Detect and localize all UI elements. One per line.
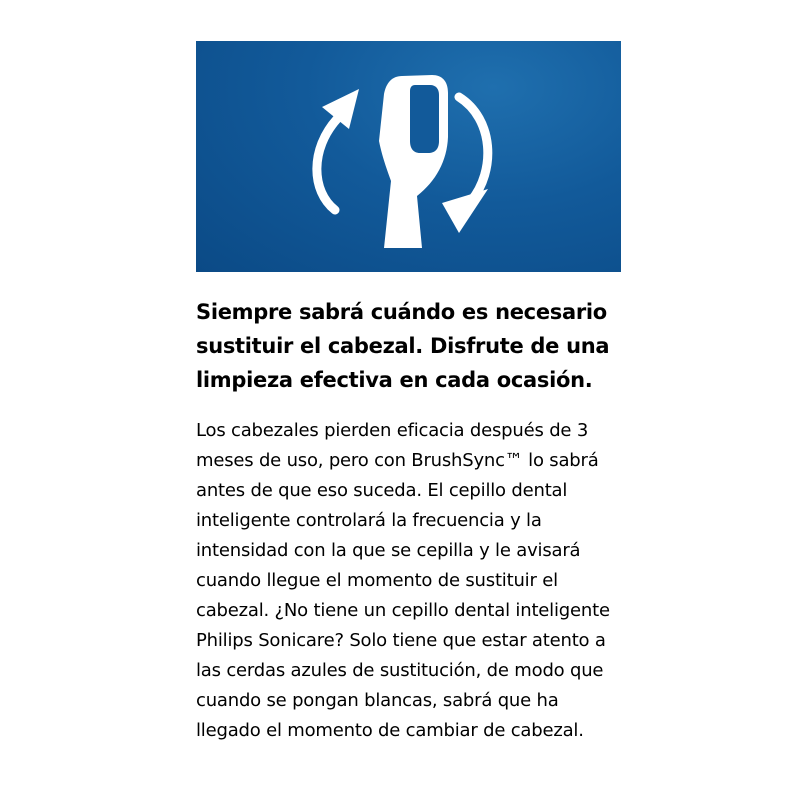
body-paragraph: Los cabezales pierden eficacia después de 3 meses de uso, pero con BrushSync™ lo sabrá antes de que eso suceda. El cepillo dental inteligente controlará la frecuencia y la intensidad con la que se cepilla y le avisará cuando llegue el momento de sustituir el cabezal. ¿No tiene un cepillo dental inteligente Philips Sonicare? Solo tiene que estar atento a las cerdas azules de sustitución, de modo que cuando se pongan blancas, sabrá que ha llegado el momento de cambiar de cabezal. <box>196 420 610 741</box>
feature-banner <box>196 41 621 272</box>
rotate-arrow-left-icon <box>317 119 337 210</box>
brush-head-replacement-icon <box>196 41 621 272</box>
rotate-arrow-right-icon <box>459 97 488 201</box>
arrow-head-right-icon <box>442 189 488 233</box>
arrow-head-left-icon <box>322 89 359 129</box>
headline: Siempre sabrá cuándo es necesario sustituir el cabezal. Disfrute de una limpieza efectiva en cada ocasión. <box>196 300 610 392</box>
brush-bristle-window-icon <box>410 85 439 153</box>
